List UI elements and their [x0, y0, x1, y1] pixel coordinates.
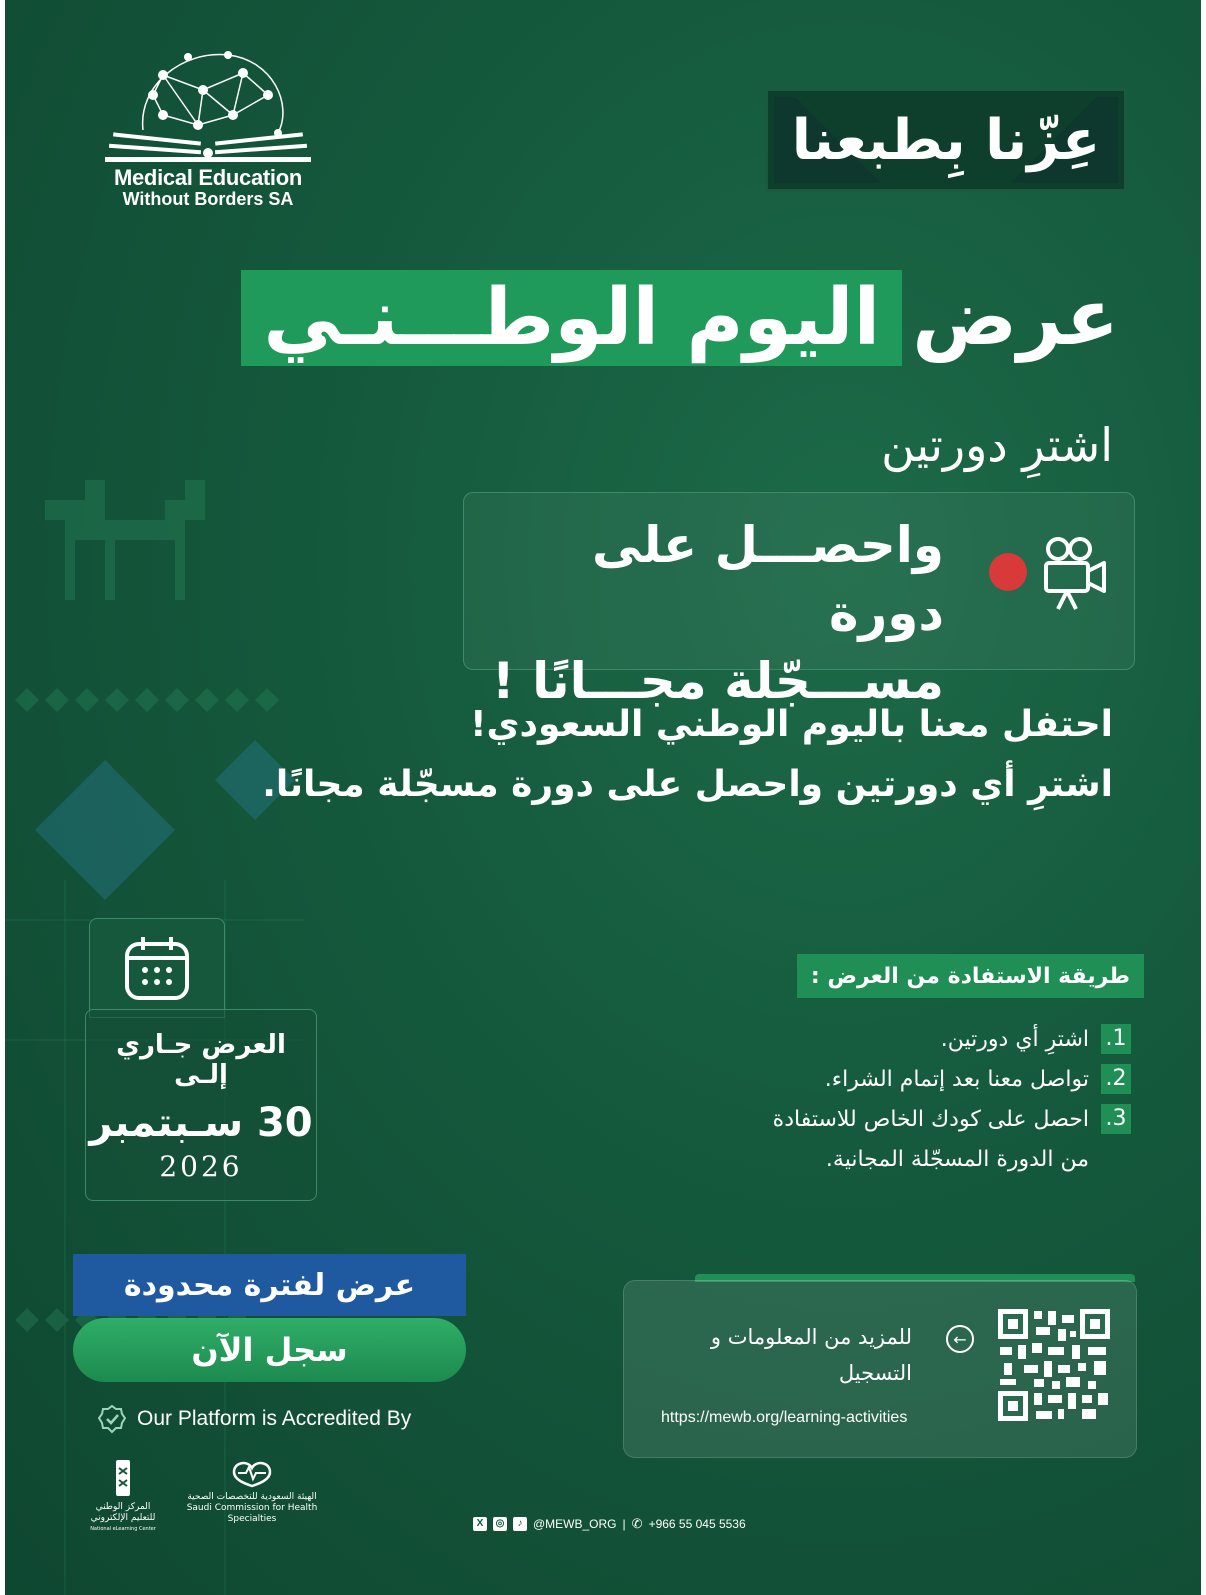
- brain-book-logo-icon: [103, 45, 313, 165]
- step-number: 1.: [1101, 1024, 1131, 1054]
- partner-nelc-en: National eLearning Center: [90, 1526, 156, 1532]
- offer-end-date-card: [85, 1009, 317, 1201]
- social-handle[interactable]: @MEWB_ORG: [533, 1517, 617, 1531]
- offer-end-year: 2026: [159, 1150, 243, 1183]
- arrow-left-icon: ←: [946, 1325, 974, 1353]
- nelc-logo-icon: [113, 1458, 133, 1498]
- slogan-text: عِزّنا بِطبعنا: [791, 107, 1101, 173]
- offer-text: [464, 511, 944, 715]
- celebrate-text: [262, 695, 1113, 815]
- headline: [241, 270, 1119, 366]
- how-to-title: طريقة الاستفادة من العرض :: [797, 954, 1144, 998]
- partner-nelc: [83, 1458, 163, 1535]
- step-number: 2.: [1101, 1064, 1131, 1094]
- x-icon[interactable]: X: [473, 1517, 487, 1531]
- registration-url[interactable]: https://mewb.org/learning-activities: [661, 1409, 908, 1426]
- step-3-continued: من الدورة المسجّلة المجانية.: [825, 1147, 1089, 1172]
- accredited-label: Our Platform is Accredited By: [137, 1407, 412, 1430]
- logo-subtitle: Without Borders SA: [122, 189, 294, 209]
- step-number: 3.: [1101, 1104, 1131, 1134]
- verified-badge-icon: [97, 1404, 127, 1434]
- headline-word: عرض: [912, 273, 1119, 363]
- offer-card: [463, 492, 1135, 710]
- limited-time-banner: عرض لفترة محدودة: [73, 1254, 466, 1316]
- step-item: [773, 1020, 1131, 1060]
- steps-list: [773, 1020, 1131, 1180]
- calendar-tile: [89, 918, 225, 1018]
- calendar-icon: [123, 934, 191, 1002]
- logo-title: Medical Education: [113, 165, 303, 190]
- scfhs-logo-icon: [230, 1458, 274, 1488]
- record-dot-icon: [989, 553, 1027, 591]
- sub-heading: اشترِ دورتين: [881, 418, 1113, 472]
- info-line-2: التسجيل: [838, 1361, 912, 1385]
- offer-line-1: واحصـــل على دورة: [592, 516, 944, 642]
- step-item: [773, 1100, 1131, 1140]
- info-line-1: للمزيد من المعلومات و: [710, 1325, 912, 1349]
- info-card: [623, 1280, 1137, 1458]
- phone-number[interactable]: +966 55 045 5536: [648, 1517, 746, 1531]
- partner-scfhs-en: Saudi Commission for Health Specialties: [186, 1503, 318, 1524]
- social-contacts: [473, 1516, 746, 1532]
- step-text: احصل على كودك الخاص للاستفادة: [772, 1107, 1089, 1132]
- accredited-by: [97, 1404, 411, 1434]
- qr-code-icon[interactable]: [998, 1309, 1110, 1421]
- step-text: اشترِ أي دورتين.: [940, 1027, 1089, 1052]
- tiktok-icon[interactable]: ♪: [513, 1517, 527, 1531]
- step-item: [773, 1060, 1131, 1100]
- step-text: تواصل معنا بعد إتمام الشراء.: [824, 1067, 1089, 1092]
- offer-end-date: 30 سـبتمبر: [89, 1100, 313, 1146]
- info-text: [711, 1319, 912, 1391]
- separator: |: [622, 1517, 626, 1531]
- partner-scfhs-ar: الهيئة السعودية للتخصصات الصحية: [187, 1492, 317, 1502]
- partner-scfhs: [177, 1458, 327, 1525]
- partner-nelc-ar: المركز الوطني: [95, 1502, 151, 1512]
- partner-nelc-ar2: للتعليم الإلكتروني: [90, 1513, 156, 1523]
- whatsapp-icon[interactable]: ✆: [631, 1516, 643, 1531]
- mewb-logo: [97, 45, 319, 210]
- celebrate-line-1: احتفل معنا باليوم الوطني السعودي!: [470, 704, 1113, 745]
- slogan-badge: [765, 88, 1127, 192]
- offer-line-2: مســـجّلة مجـــانًا !: [491, 652, 944, 710]
- camera-icon: [1040, 535, 1110, 615]
- instagram-icon[interactable]: ◎: [493, 1517, 507, 1531]
- headline-highlight: اليوم الوطـــنـي: [241, 270, 902, 366]
- celebrate-line-2: اشترِ أي دورتين واحصل على دورة مسجّلة مجانًا.: [262, 764, 1113, 805]
- register-now-button[interactable]: سجل الآن: [73, 1318, 466, 1382]
- offer-running-until: العرض جـاري إلـى: [116, 1030, 286, 1090]
- poster: [5, 0, 1201, 1595]
